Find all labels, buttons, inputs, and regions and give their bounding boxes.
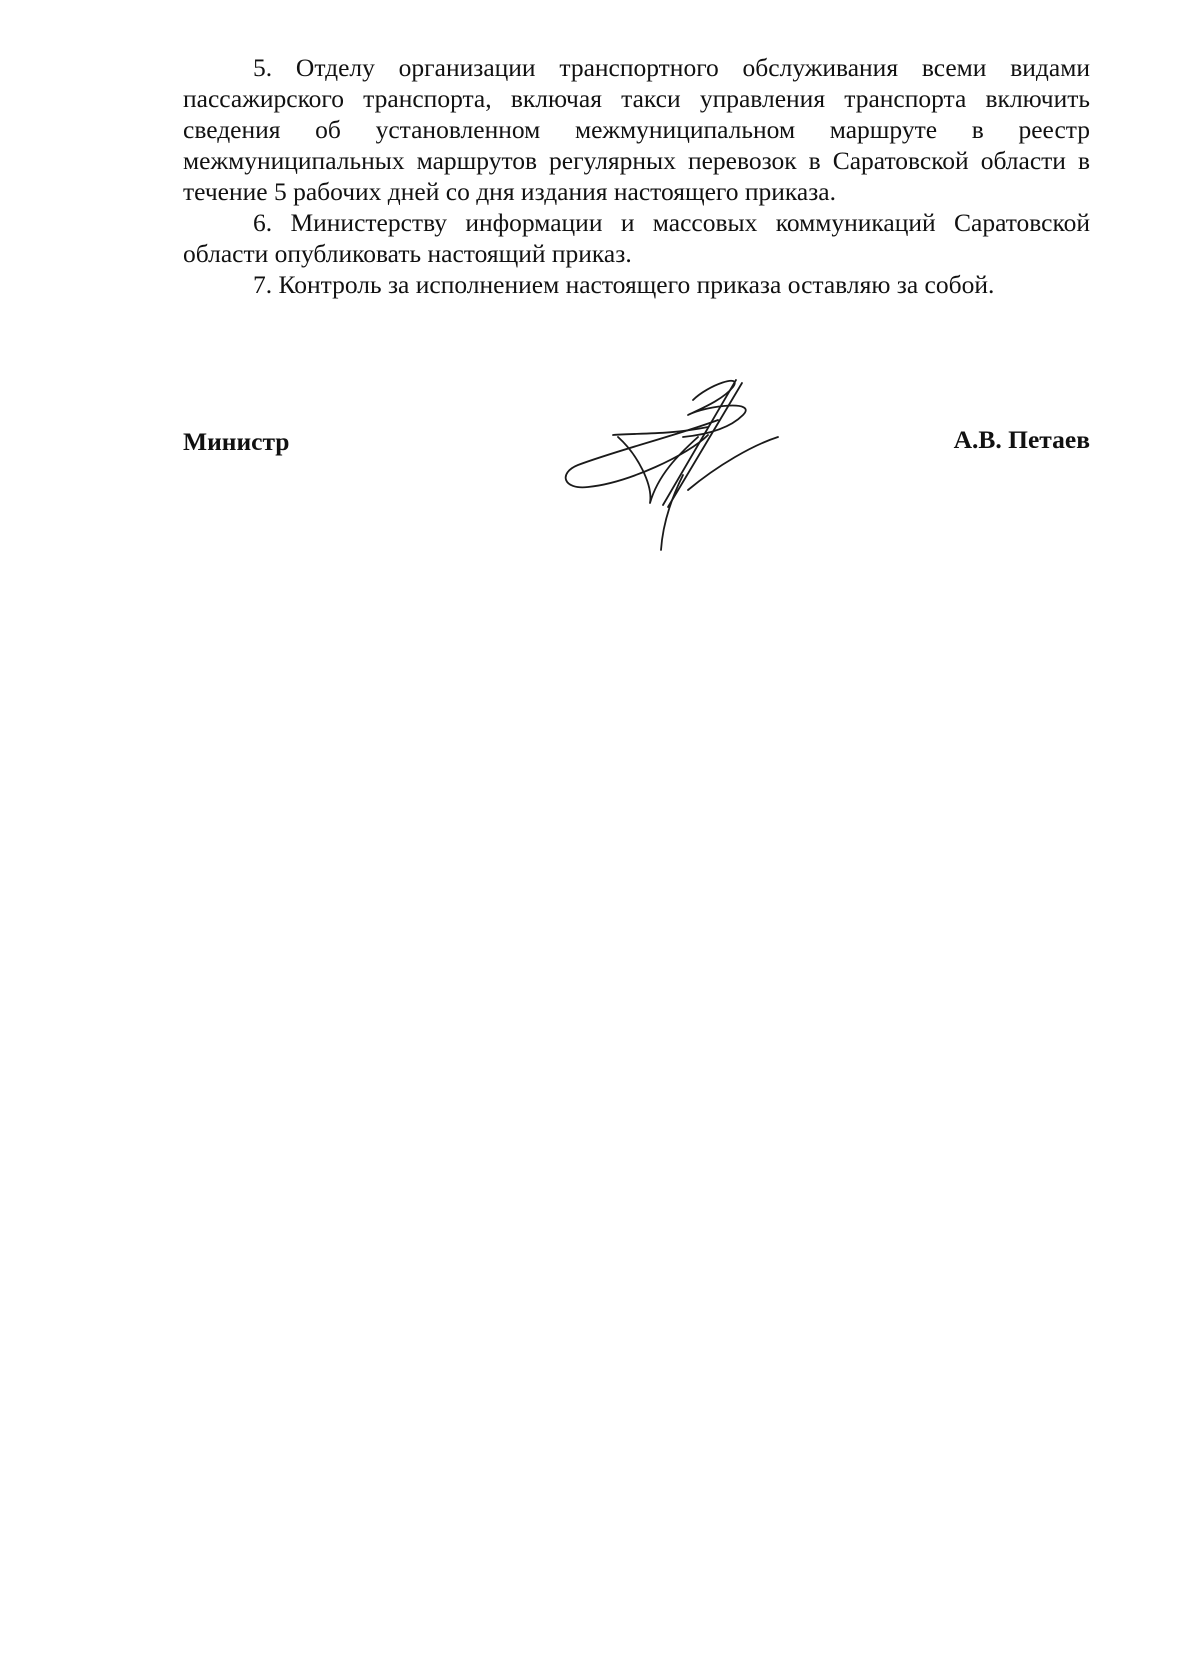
paragraph-5: 5. Отделу организации транспортного обслуживания всеми видами пассажирского транспорта, включая такси управления транспорта включить сведения об установленном межмуниципальном маршруте в реестр межмуниципальных маршрутов регулярных перевозок в Саратовской области в течение 5 рабочих дней со дня издания настоящего приказа. (183, 53, 1090, 206)
paragraph-7: 7. Контроль за исполнением настоящего приказа оставляю за собой. (253, 270, 995, 299)
signatory-name: А.В. Петаев (953, 425, 1090, 454)
handwritten-signature-icon (558, 375, 788, 555)
document-body (183, 52, 1090, 300)
signatory-title: Министр (183, 427, 290, 456)
paragraph-6: 6. Министерству информации и массовых коммуникаций Саратовской области опубликовать настоящий приказ. (183, 208, 1090, 268)
signature-block (183, 375, 1090, 575)
